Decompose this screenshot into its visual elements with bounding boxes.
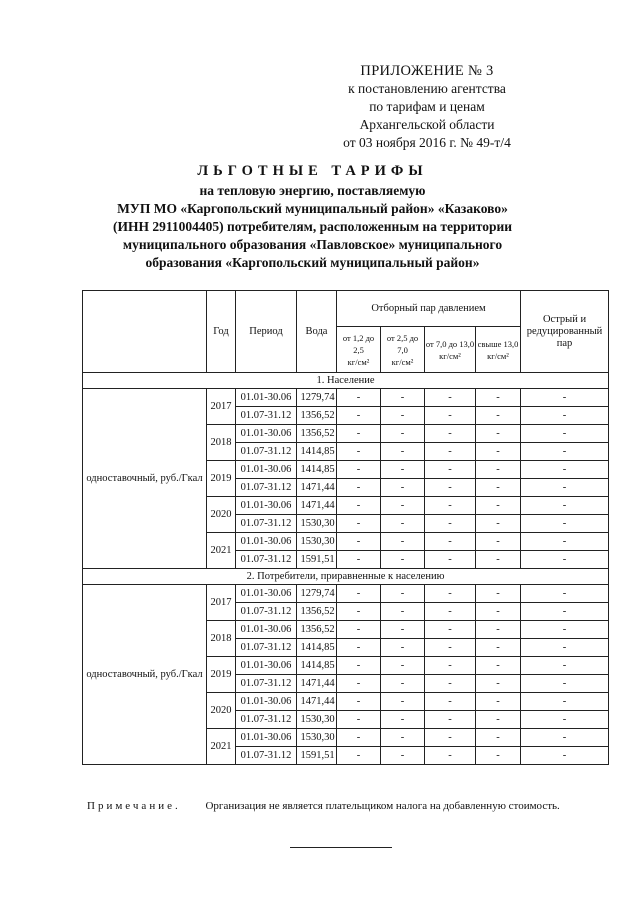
water-tariff-cell: 1414,85 bbox=[297, 657, 337, 675]
empty-tariff-cell: - bbox=[476, 603, 521, 621]
water-tariff-cell: 1414,85 bbox=[297, 461, 337, 479]
empty-tariff-cell: - bbox=[337, 461, 381, 479]
header-water: Вода bbox=[297, 291, 337, 373]
header-pressure-3: от 7,0 до 13,0 кг/см² bbox=[425, 327, 476, 373]
empty-tariff-cell: - bbox=[521, 585, 609, 603]
year-cell: 2021 bbox=[207, 729, 236, 765]
period-cell: 01.07-31.12 bbox=[236, 639, 297, 657]
period-cell: 01.07-31.12 bbox=[236, 747, 297, 765]
water-tariff-cell: 1471,44 bbox=[297, 479, 337, 497]
empty-tariff-cell: - bbox=[381, 461, 425, 479]
note-label: Примечание. bbox=[87, 800, 181, 812]
empty-tariff-cell: - bbox=[476, 693, 521, 711]
header-pressure-2: от 2,5 до 7,0 кг/см² bbox=[381, 327, 425, 373]
empty-tariff-cell: - bbox=[425, 443, 476, 461]
empty-tariff-cell: - bbox=[337, 515, 381, 533]
empty-tariff-cell: - bbox=[521, 515, 609, 533]
period-cell: 01.07-31.12 bbox=[236, 675, 297, 693]
empty-tariff-cell: - bbox=[521, 497, 609, 515]
empty-tariff-cell: - bbox=[476, 497, 521, 515]
empty-tariff-cell: - bbox=[337, 711, 381, 729]
water-tariff-cell: 1591,51 bbox=[297, 747, 337, 765]
empty-tariff-cell: - bbox=[521, 479, 609, 497]
empty-tariff-cell: - bbox=[425, 729, 476, 747]
empty-tariff-cell: - bbox=[337, 533, 381, 551]
empty-tariff-cell: - bbox=[381, 675, 425, 693]
header-blank bbox=[83, 291, 207, 373]
empty-tariff-cell: - bbox=[476, 639, 521, 657]
water-tariff-cell: 1414,85 bbox=[297, 443, 337, 461]
appendix-line: по тарифам и ценам bbox=[369, 99, 485, 114]
empty-tariff-cell: - bbox=[337, 729, 381, 747]
empty-tariff-cell: - bbox=[425, 461, 476, 479]
water-tariff-cell: 1471,44 bbox=[297, 693, 337, 711]
empty-tariff-cell: - bbox=[337, 389, 381, 407]
year-cell: 2017 bbox=[207, 389, 236, 425]
empty-tariff-cell: - bbox=[381, 497, 425, 515]
note bbox=[87, 800, 627, 812]
empty-tariff-cell: - bbox=[337, 675, 381, 693]
empty-tariff-cell: - bbox=[521, 693, 609, 711]
title-line: образования «Каргопольский муниципальный район» bbox=[145, 255, 480, 270]
water-tariff-cell: 1530,30 bbox=[297, 533, 337, 551]
period-cell: 01.07-31.12 bbox=[236, 443, 297, 461]
period-cell: 01.01-30.06 bbox=[236, 585, 297, 603]
empty-tariff-cell: - bbox=[521, 461, 609, 479]
empty-tariff-cell: - bbox=[476, 551, 521, 569]
empty-tariff-cell: - bbox=[476, 443, 521, 461]
empty-tariff-cell: - bbox=[521, 729, 609, 747]
empty-tariff-cell: - bbox=[381, 443, 425, 461]
header-pressure-4: свыше 13,0 кг/см² bbox=[476, 327, 521, 373]
section-title: 2. Потребители, приравненные к населению bbox=[83, 569, 609, 585]
empty-tariff-cell: - bbox=[521, 533, 609, 551]
period-cell: 01.01-30.06 bbox=[236, 389, 297, 407]
empty-tariff-cell: - bbox=[521, 657, 609, 675]
empty-tariff-cell: - bbox=[476, 729, 521, 747]
empty-tariff-cell: - bbox=[476, 389, 521, 407]
empty-tariff-cell: - bbox=[381, 621, 425, 639]
water-tariff-cell: 1530,30 bbox=[297, 515, 337, 533]
empty-tariff-cell: - bbox=[425, 551, 476, 569]
empty-tariff-cell: - bbox=[425, 747, 476, 765]
water-tariff-cell: 1356,52 bbox=[297, 425, 337, 443]
empty-tariff-cell: - bbox=[337, 551, 381, 569]
table-row bbox=[83, 585, 609, 603]
empty-tariff-cell: - bbox=[337, 479, 381, 497]
year-cell: 2021 bbox=[207, 533, 236, 569]
header-sharp-steam: Острый и редуцированный пар bbox=[521, 291, 609, 373]
period-cell: 01.01-30.06 bbox=[236, 497, 297, 515]
empty-tariff-cell: - bbox=[425, 603, 476, 621]
empty-tariff-cell: - bbox=[337, 693, 381, 711]
period-cell: 01.07-31.12 bbox=[236, 551, 297, 569]
empty-tariff-cell: - bbox=[476, 407, 521, 425]
empty-tariff-cell: - bbox=[337, 639, 381, 657]
appendix-block bbox=[297, 62, 557, 152]
rate-label: одноставочный, руб./Гкал bbox=[83, 585, 207, 765]
empty-tariff-cell: - bbox=[337, 407, 381, 425]
empty-tariff-cell: - bbox=[521, 443, 609, 461]
empty-tariff-cell: - bbox=[381, 479, 425, 497]
empty-tariff-cell: - bbox=[337, 621, 381, 639]
header-steam: Отборный пар давлением bbox=[337, 291, 521, 327]
period-cell: 01.07-31.12 bbox=[236, 515, 297, 533]
empty-tariff-cell: - bbox=[521, 711, 609, 729]
empty-tariff-cell: - bbox=[425, 425, 476, 443]
empty-tariff-cell: - bbox=[425, 515, 476, 533]
year-cell: 2019 bbox=[207, 657, 236, 693]
period-cell: 01.07-31.12 bbox=[236, 711, 297, 729]
empty-tariff-cell: - bbox=[381, 533, 425, 551]
empty-tariff-cell: - bbox=[425, 711, 476, 729]
appendix-line: к постановлению агентства bbox=[348, 81, 506, 96]
header-period: Период bbox=[236, 291, 297, 373]
empty-tariff-cell: - bbox=[337, 747, 381, 765]
empty-tariff-cell: - bbox=[425, 479, 476, 497]
title-line: на тепловую энергию, поставляемую bbox=[199, 183, 426, 198]
empty-tariff-cell: - bbox=[476, 711, 521, 729]
table-row bbox=[83, 389, 609, 407]
water-tariff-cell: 1591,51 bbox=[297, 551, 337, 569]
empty-tariff-cell: - bbox=[476, 585, 521, 603]
empty-tariff-cell: - bbox=[476, 747, 521, 765]
empty-tariff-cell: - bbox=[337, 425, 381, 443]
empty-tariff-cell: - bbox=[476, 621, 521, 639]
empty-tariff-cell: - bbox=[381, 603, 425, 621]
appendix-title: ПРИЛОЖЕНИЕ № 3 bbox=[360, 63, 494, 79]
rate-label: одноставочный, руб./Гкал bbox=[83, 389, 207, 569]
period-cell: 01.07-31.12 bbox=[236, 407, 297, 425]
period-cell: 01.07-31.12 bbox=[236, 479, 297, 497]
year-cell: 2020 bbox=[207, 693, 236, 729]
empty-tariff-cell: - bbox=[381, 729, 425, 747]
empty-tariff-cell: - bbox=[381, 657, 425, 675]
period-cell: 01.07-31.12 bbox=[236, 603, 297, 621]
empty-tariff-cell: - bbox=[425, 657, 476, 675]
empty-tariff-cell: - bbox=[337, 497, 381, 515]
empty-tariff-cell: - bbox=[476, 533, 521, 551]
section-row bbox=[83, 569, 609, 585]
empty-tariff-cell: - bbox=[521, 425, 609, 443]
empty-tariff-cell: - bbox=[521, 551, 609, 569]
empty-tariff-cell: - bbox=[337, 585, 381, 603]
empty-tariff-cell: - bbox=[337, 657, 381, 675]
title-line: МУП МО «Каргопольский муниципальный район» «Казаково» bbox=[117, 201, 508, 216]
empty-tariff-cell: - bbox=[476, 425, 521, 443]
water-tariff-cell: 1471,44 bbox=[297, 675, 337, 693]
empty-tariff-cell: - bbox=[381, 551, 425, 569]
tariff-body bbox=[83, 373, 609, 765]
empty-tariff-cell: - bbox=[337, 443, 381, 461]
title-line: муниципального образования «Павловское» муниципального bbox=[122, 237, 503, 252]
empty-tariff-cell: - bbox=[381, 515, 425, 533]
empty-tariff-cell: - bbox=[381, 693, 425, 711]
period-cell: 01.01-30.06 bbox=[236, 425, 297, 443]
empty-tariff-cell: - bbox=[381, 407, 425, 425]
header-pressure-1: от 1,2 до 2,5 кг/см² bbox=[337, 327, 381, 373]
empty-tariff-cell: - bbox=[476, 461, 521, 479]
empty-tariff-cell: - bbox=[476, 675, 521, 693]
empty-tariff-cell: - bbox=[381, 585, 425, 603]
empty-tariff-cell: - bbox=[425, 389, 476, 407]
note-text: Организация не является плательщиком налога на добавленную стоимость. bbox=[205, 800, 560, 812]
empty-tariff-cell: - bbox=[521, 747, 609, 765]
tariff-table bbox=[82, 290, 609, 765]
period-cell: 01.01-30.06 bbox=[236, 657, 297, 675]
section-title: 1. Население bbox=[83, 373, 609, 389]
year-cell: 2019 bbox=[207, 461, 236, 497]
header-year: Год bbox=[207, 291, 236, 373]
year-cell: 2018 bbox=[207, 425, 236, 461]
period-cell: 01.01-30.06 bbox=[236, 729, 297, 747]
empty-tariff-cell: - bbox=[521, 639, 609, 657]
year-cell: 2020 bbox=[207, 497, 236, 533]
empty-tariff-cell: - bbox=[425, 675, 476, 693]
water-tariff-cell: 1414,85 bbox=[297, 639, 337, 657]
empty-tariff-cell: - bbox=[476, 515, 521, 533]
empty-tariff-cell: - bbox=[381, 747, 425, 765]
empty-tariff-cell: - bbox=[425, 621, 476, 639]
empty-tariff-cell: - bbox=[381, 639, 425, 657]
appendix-line: Архангельской области bbox=[359, 117, 495, 132]
empty-tariff-cell: - bbox=[381, 711, 425, 729]
section-row bbox=[83, 373, 609, 389]
water-tariff-cell: 1356,52 bbox=[297, 603, 337, 621]
title-line: (ИНН 2911004405) потребителям, расположенным на территории bbox=[112, 219, 513, 234]
document-title-block bbox=[80, 162, 545, 272]
empty-tariff-cell: - bbox=[425, 639, 476, 657]
period-cell: 01.01-30.06 bbox=[236, 461, 297, 479]
period-cell: 01.01-30.06 bbox=[236, 621, 297, 639]
water-tariff-cell: 1530,30 bbox=[297, 729, 337, 747]
water-tariff-cell: 1471,44 bbox=[297, 497, 337, 515]
year-cell: 2017 bbox=[207, 585, 236, 621]
empty-tariff-cell: - bbox=[381, 389, 425, 407]
water-tariff-cell: 1356,52 bbox=[297, 621, 337, 639]
empty-tariff-cell: - bbox=[425, 585, 476, 603]
empty-tariff-cell: - bbox=[381, 425, 425, 443]
water-tariff-cell: 1356,52 bbox=[297, 407, 337, 425]
empty-tariff-cell: - bbox=[337, 603, 381, 621]
empty-tariff-cell: - bbox=[521, 407, 609, 425]
period-cell: 01.01-30.06 bbox=[236, 533, 297, 551]
year-cell: 2018 bbox=[207, 621, 236, 657]
divider-line bbox=[290, 847, 392, 848]
empty-tariff-cell: - bbox=[521, 621, 609, 639]
empty-tariff-cell: - bbox=[425, 407, 476, 425]
period-cell: 01.01-30.06 bbox=[236, 693, 297, 711]
water-tariff-cell: 1279,74 bbox=[297, 585, 337, 603]
empty-tariff-cell: - bbox=[425, 533, 476, 551]
empty-tariff-cell: - bbox=[425, 693, 476, 711]
document-heading: ЛЬГОТНЫЕ ТАРИФЫ bbox=[197, 163, 428, 179]
water-tariff-cell: 1279,74 bbox=[297, 389, 337, 407]
empty-tariff-cell: - bbox=[521, 603, 609, 621]
water-tariff-cell: 1530,30 bbox=[297, 711, 337, 729]
empty-tariff-cell: - bbox=[425, 497, 476, 515]
empty-tariff-cell: - bbox=[521, 675, 609, 693]
empty-tariff-cell: - bbox=[476, 657, 521, 675]
empty-tariff-cell: - bbox=[521, 389, 609, 407]
empty-tariff-cell: - bbox=[476, 479, 521, 497]
appendix-line: от 03 ноября 2016 г. № 49-т/4 bbox=[343, 135, 511, 150]
